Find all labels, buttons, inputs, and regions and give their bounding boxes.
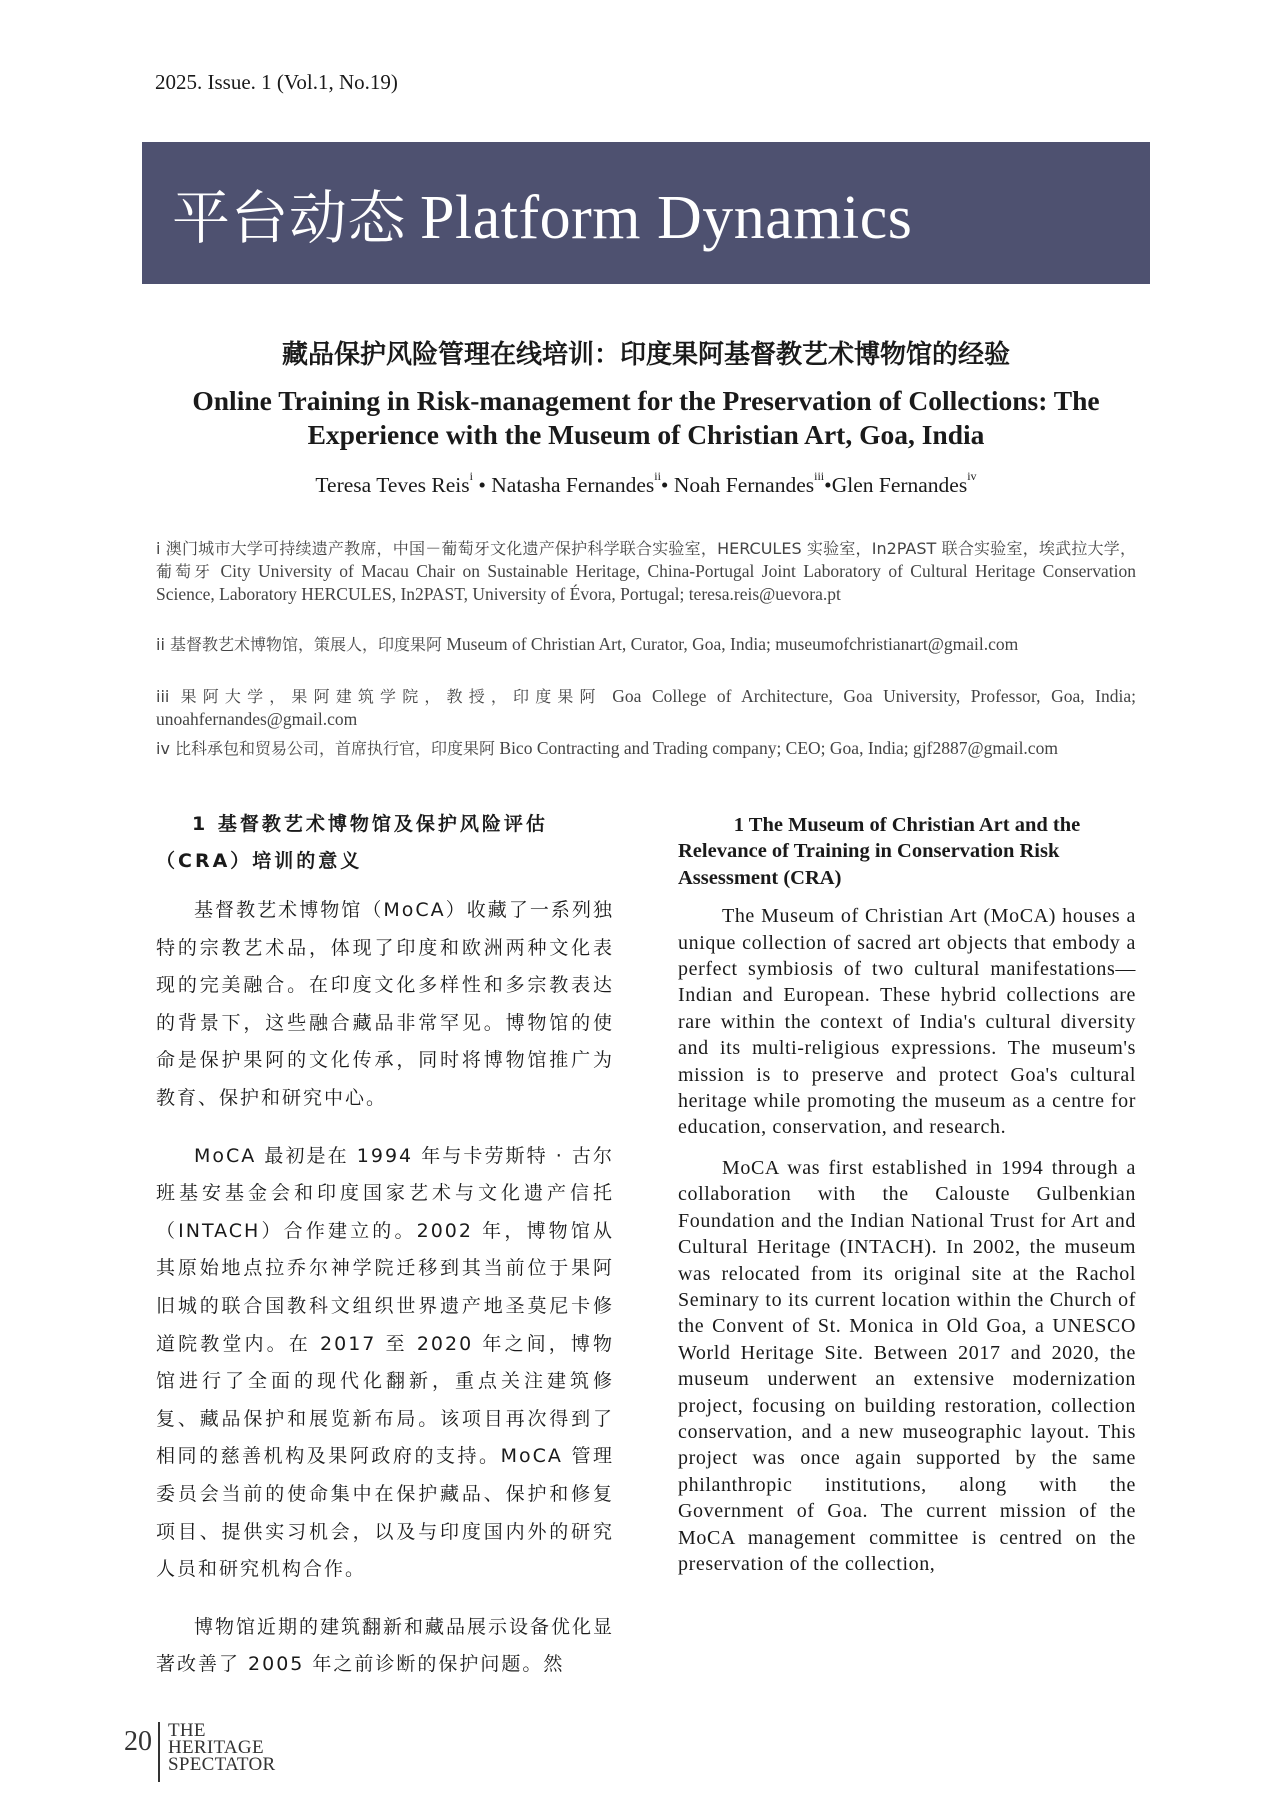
section-heading-zh: 1 基督教艺术博物馆及保护风险评估（CRA）培训的意义: [156, 813, 548, 872]
affiliation-en: Museum of Christian Art, Curator, Goa, India; museumofchristianart@gmail.com: [446, 634, 1019, 654]
article-title-en: Online Training in Risk-management for the Preservation of Collections: The Experience with the Museum of Christian Art, Goa, India: [192, 385, 1100, 450]
issue-label: 2025. Issue. 1 (Vol.1, No.19): [155, 70, 398, 94]
section-banner: [142, 142, 1150, 284]
author-mark: i: [469, 469, 473, 483]
section-title: [172, 171, 912, 255]
section-heading-en: [678, 812, 1136, 891]
author-mark: ii: [654, 469, 661, 483]
page-number: 20: [124, 1726, 152, 1757]
paragraph-en: The Museum of Christian Art (MoCA) houses a unique collection of sacred art objects that embody a perfect symbiosis of two cultural manifestations—Indian and European. These hybrid collections are rare within the context of India's cultural diversity and its multi-religious expressions. The museum's mission is to preserve and protect Goa's cultural heritage while promoting the museum as a centre for education, conservation, and research.: [678, 905, 1136, 1139]
section-title-en: Platform Dynamics: [420, 184, 913, 252]
affiliation-en: City University of Macau Chair on Sustainable Heritage, China-Portugal Joint Laboratory of Cultural Heritage Conservation Science, Laboratory HERCULES, In2PAST, University of Évora, Portugal; teresa.reis@uevora.pt: [156, 561, 1136, 604]
section-title-zh: 平台动态: [172, 184, 407, 252]
page-footer: [124, 1722, 275, 1782]
author-name: Glen Fernandes: [831, 473, 968, 498]
affiliation-1: [156, 537, 1136, 605]
author-name: Noah Fernandes: [673, 473, 815, 498]
journal-logo: [168, 1722, 275, 1773]
affiliation-en: Bico Contracting and Trading company; CEO; Goa, India; gjf2887@gmail.com: [499, 738, 1058, 758]
article-title-zh: 藏品保护风险管理在线培训：印度果阿基督教艺术博物馆的经验: [281, 340, 1010, 370]
affiliation-3: [156, 685, 1136, 730]
author-name: Natasha Fernandes: [491, 473, 655, 498]
affiliation-zh: iv 比科承包和贸易公司，首席执行官，印度果阿: [156, 739, 496, 758]
author-list: Teresa Teves Reis$^i$ • Natasha Fernandes$^{ii}$• Noah Fernandes$^{iii}$•Glen Fernandes$^{iv}$: [315, 469, 977, 498]
paragraph-zh: 基督教艺术博物馆（MoCA）收藏了一系列独特的宗教艺术品，体现了印度和欧洲两种文化表现的完美融合。在印度文化多样性和多宗教表达的背景下，这些融合藏品非常罕见。博物馆的使命是保护果阿的文化传承，同时将博物馆推广为教育、保护和研究中心。: [156, 899, 614, 1109]
right-column-en: [678, 812, 1136, 1591]
logo-line: THE: [168, 1720, 206, 1741]
affiliation-en: Goa College of Architecture, Goa University, Professor, Goa, India; unoahfernandes@gmail.com: [156, 686, 1136, 729]
author-name: Teresa Teves Reis: [315, 473, 470, 498]
affiliation-zh: ii 基督教艺术博物馆，策展人，印度果阿: [156, 635, 442, 654]
paragraph-en: MoCA was first established in 1994 through a collaboration with the Calouste Gulbenkian Foundation and the Indian National Trust for Art and Cultural Heritage (INTACH). In 2002, the museum was relocated from its original site at the Rachol Seminary to its current location within the Church of the Convent of St. Monica in Old Goa, a UNESCO World Heritage Site. Between 2017 and 2020, the museum underwent an extensive modernization project, focusing on building restoration, collection conservation, and a new museographic layout. This project was once again supported by the same philanthropic institutions, along with the Government of Goa. The current mission of the MoCA management committee is centred on the preservation of the collection,: [678, 1156, 1136, 1575]
author-mark: iv: [967, 469, 977, 483]
paragraph-zh: MoCA 最初是在 1994 年与卡劳斯特 · 古尔班基安基金会和印度国家艺术与文化遗产信托（INTACH）合作建立的。2002 年，博物馆从其原始地点拉乔尔神学院迁移到其当前位于果阿旧城的联合国教科文组织世界遗产地圣莫尼卡修道院教堂内。在 2017 至 2020 年之间，博物馆进行了全面的现代化翻新，重点关注建筑修复、藏品保护和展览新布局。该项目再次得到了相同的慈善机构及果阿政府的支持。MoCA 管理委员会当前的使命集中在保护藏品、保护和修复项目、提供实习机会，以及与印度国内外的研究人员和研究机构合作。: [156, 1144, 614, 1581]
affiliation-4: [156, 737, 1136, 760]
logo-line: HERITAGE: [168, 1737, 264, 1758]
footer-divider: [158, 1722, 160, 1782]
affiliation-zh: iii 果阿大学，果阿建筑学院，教授，印度果阿: [156, 687, 602, 706]
affiliation-2: [156, 633, 1136, 656]
section-heading-line1: 1 The Museum of Christian Art and the: [733, 814, 1081, 836]
logo-line: SPECTATOR: [168, 1754, 276, 1775]
section-heading-rest: Relevance of Training in Conservation Risk Assessment (CRA): [678, 840, 1060, 889]
affiliation-zh: i 澳门城市大学可持续遗产教席，中国－葡萄牙文化遗产保护科学联合实验室，HERCULES 实验室，In2PAST 联合实验室，埃武拉大学，葡萄牙: [156, 539, 1136, 581]
paragraph-zh: 博物馆近期的建筑翻新和藏品展示设备优化显著改善了 2005 年之前诊断的保护问题。然: [156, 1615, 615, 1676]
author-mark: iii: [814, 469, 825, 483]
left-column-zh: [156, 806, 614, 1704]
